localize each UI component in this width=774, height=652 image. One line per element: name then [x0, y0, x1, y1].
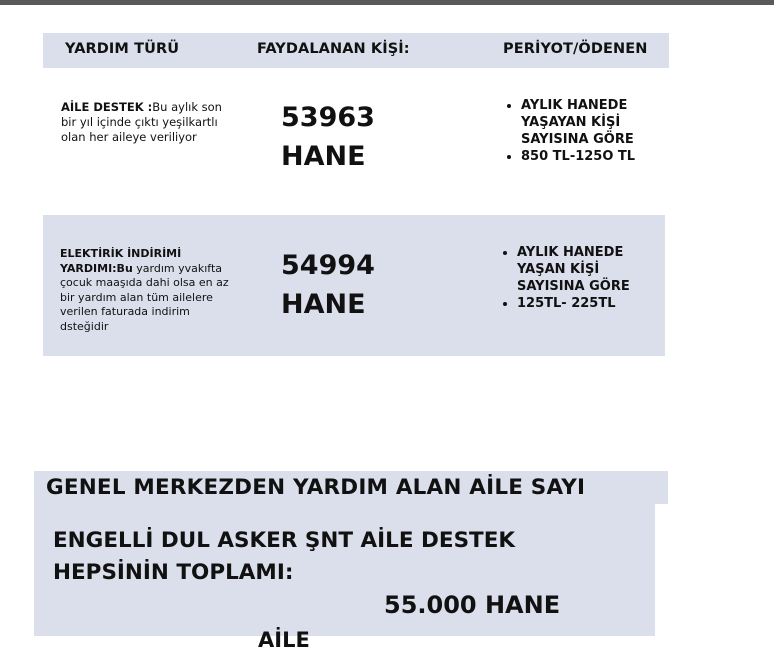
list-item: • 850 TL-125O TL [521, 148, 671, 165]
count-number: 54994 [281, 250, 375, 281]
aid-description [60, 247, 235, 334]
count-unit: HANE [281, 141, 366, 172]
table-header [43, 33, 669, 68]
header-beneficiaries: FAYDALANAN KİŞİ: [257, 41, 410, 57]
general-heading-text: GENEL MERKEZDEN YARDIM ALAN AİLE SAYI [46, 475, 586, 500]
header-period-paid: PERİYOT/ÖDENEN [503, 41, 648, 57]
table-row [43, 215, 665, 356]
beneficiary-count [281, 246, 421, 324]
list-item: • AYLIK HANEDE YAŞAN KİŞİ SAYISINA GÖRE [517, 244, 667, 295]
count-number: 53963 [281, 102, 375, 133]
count-unit: HANE [281, 289, 366, 320]
summary-line-2: HEPSİNİN TOPLAMI: [53, 560, 294, 585]
aid-name: AİLE DESTEK : [61, 100, 153, 114]
aid-name: ELEKTİRİK İNDİRİMİ YARDIMI:Bu [60, 247, 182, 275]
cut-off-text: AİLE [258, 628, 310, 652]
table-row [43, 78, 670, 196]
list-item: • 125TL- 225TL [517, 295, 667, 312]
period-list [507, 97, 671, 165]
header-aid-type: YARDIM TÜRÜ [65, 41, 180, 57]
list-item: • AYLIK HANEDE YAŞAYAN KİŞİ SAYISINA GÖRE [521, 97, 671, 148]
summary-total: 55.000 HANE [384, 591, 561, 619]
summary-line-1: ENGELLİ DUL ASKER ŞNT AİLE DESTEK [53, 528, 516, 553]
period-list [503, 244, 667, 312]
aid-description [61, 100, 236, 145]
general-heading [34, 471, 668, 504]
aid-detail: yardım yvakıfta çocuk maaşıda dahi olsa en az bir yardım alan tüm ailelere verilen faturada indirim dsteğidir [60, 261, 229, 333]
top-border [0, 0, 774, 5]
beneficiary-count [281, 98, 421, 176]
aid-detail: Bu aylık son bir yıl içinde çıktı yeşilkartlı olan her aileye veriliyor [61, 100, 222, 144]
general-summary-box [34, 504, 655, 652]
